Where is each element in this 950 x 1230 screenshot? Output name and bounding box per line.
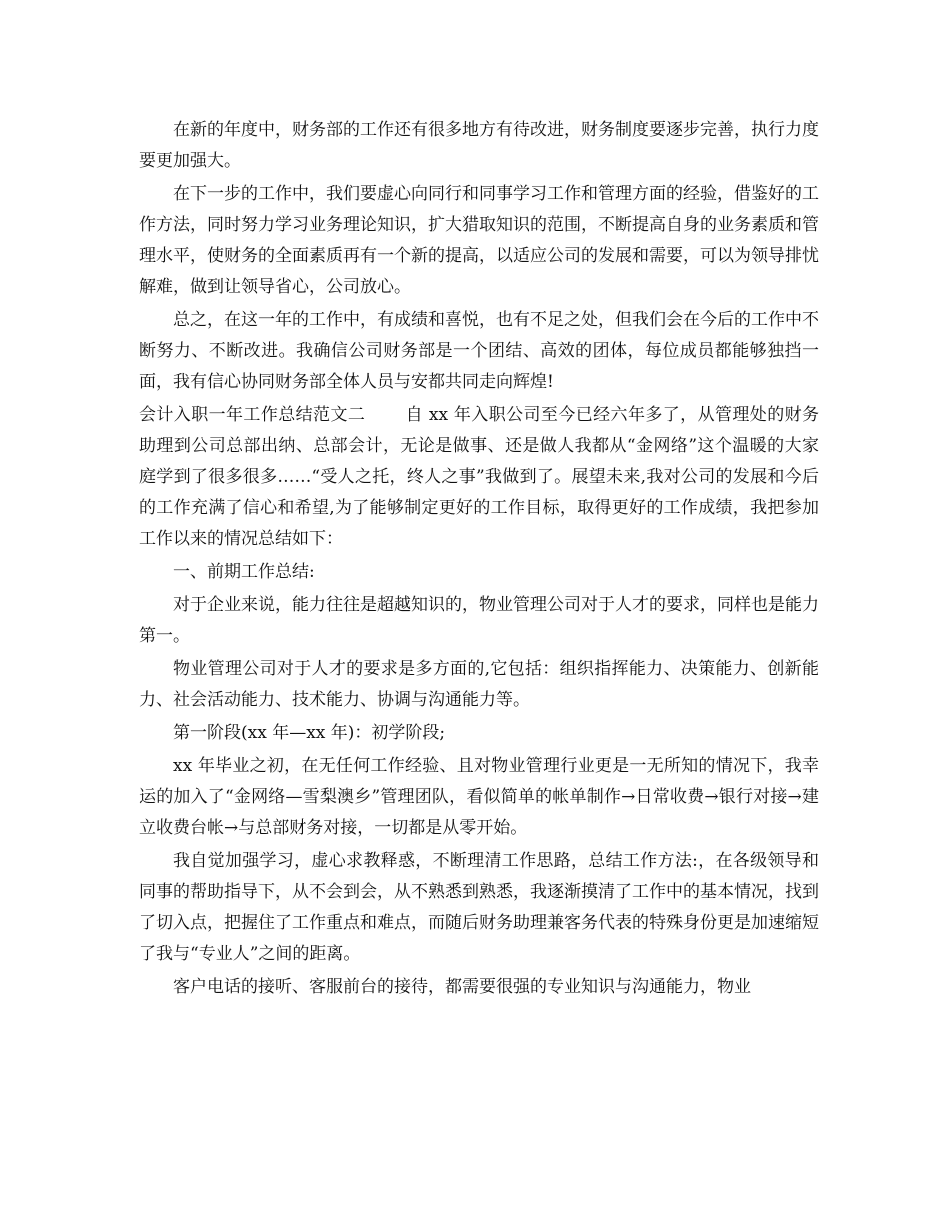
paragraph-next-steps: 在下一步的工作中，我们要虚心向同行和同事学习工作和管理方面的经验，借鉴好的工作方法，同时努力学习业务理论知识，扩大猎取知识的范围，不断提高自身的业务素质和管理水平，使财务的全面素质再有一个新的提高，以适应公司的发展和需要，可以为领导排忧解难，做到让领导省心，公司放心。 xyxy=(139,184,819,297)
paragraph-ability-first: 对于企业来说，能力往往是超越知识的，物业管理公司对于人才的要求，同样也是能力第一。 xyxy=(139,595,819,646)
heading-stage-one: 第一阶段(xx 年—xx 年)：初学阶段; xyxy=(173,723,446,743)
section-two-opening xyxy=(139,400,819,555)
paragraph-conclusion: 总之，在这一年的工作中，有成绩和喜悦，也有不足之处，但我们会在今后的工作中不断努力、不断改进。我确信公司财务部是一个团结、高效的团体，每位成员都能够独挡一面，我有信心协同财务部全体人员与安都共同走向辉煌! xyxy=(139,310,819,392)
paragraph-financial-improvement: 在新的年度中，财务部的工作还有很多地方有待改进，财务制度要逐步完善，执行力度要更加强大。 xyxy=(139,120,819,171)
heading-early-work-summary: 一、前期工作总结: xyxy=(173,562,315,582)
paragraph-graduation-start: xx 年毕业之初，在无任何工作经验、且对物业管理行业更是一无所知的情况下，我幸运的加入了“金网络—雪梨澳乡”管理团队，看似简单的帐单制作→日常收费→银行对接→建立收费台帐→与总部财务对接，一切都是从零开始。 xyxy=(139,756,819,838)
document-body xyxy=(139,115,819,1005)
paragraph-talent-requirements: 物业管理公司对于人才的要求是多方面的,它包括：组织指挥能力、决策能力、创新能力、社会活动能力、技术能力、协调与沟通能力等。 xyxy=(139,659,819,710)
paragraph-self-learning: 我自觉加强学习，虚心求教释惑，不断理清工作思路，总结工作方法:，在各级领导和同事的帮助指导下，从不会到会，从不熟悉到熟悉，我逐渐摸清了工作中的基本情况，找到了切入点，把握住了工作重点和难点，而随后财务助理兼客务代表的特殊身份更是加速缩短了我与“专业人”之间的距离。 xyxy=(139,851,819,964)
paragraph-customer-service: 客户电话的接听、客服前台的接待，都需要很强的专业知识与沟通能力，物业 xyxy=(173,977,751,997)
section-intro: 自 xx 年入职公司至今已经六年多了，从管理处的财务助理到公司总部出纳、总部会计，无论是做事、还是做人我都从“金网络”这个温暖的大家庭学到了很多很多……“受人之托，终人之事”我做到了。展望未来,我对公司的发展和今后的工作充满了信心和希望,为了能够制定更好的工作目标，取得更好的工作成绩，我把参加工作以来的情况总结如下： xyxy=(139,405,820,549)
section-title: 会计入职一年工作总结范文二 xyxy=(139,405,366,425)
